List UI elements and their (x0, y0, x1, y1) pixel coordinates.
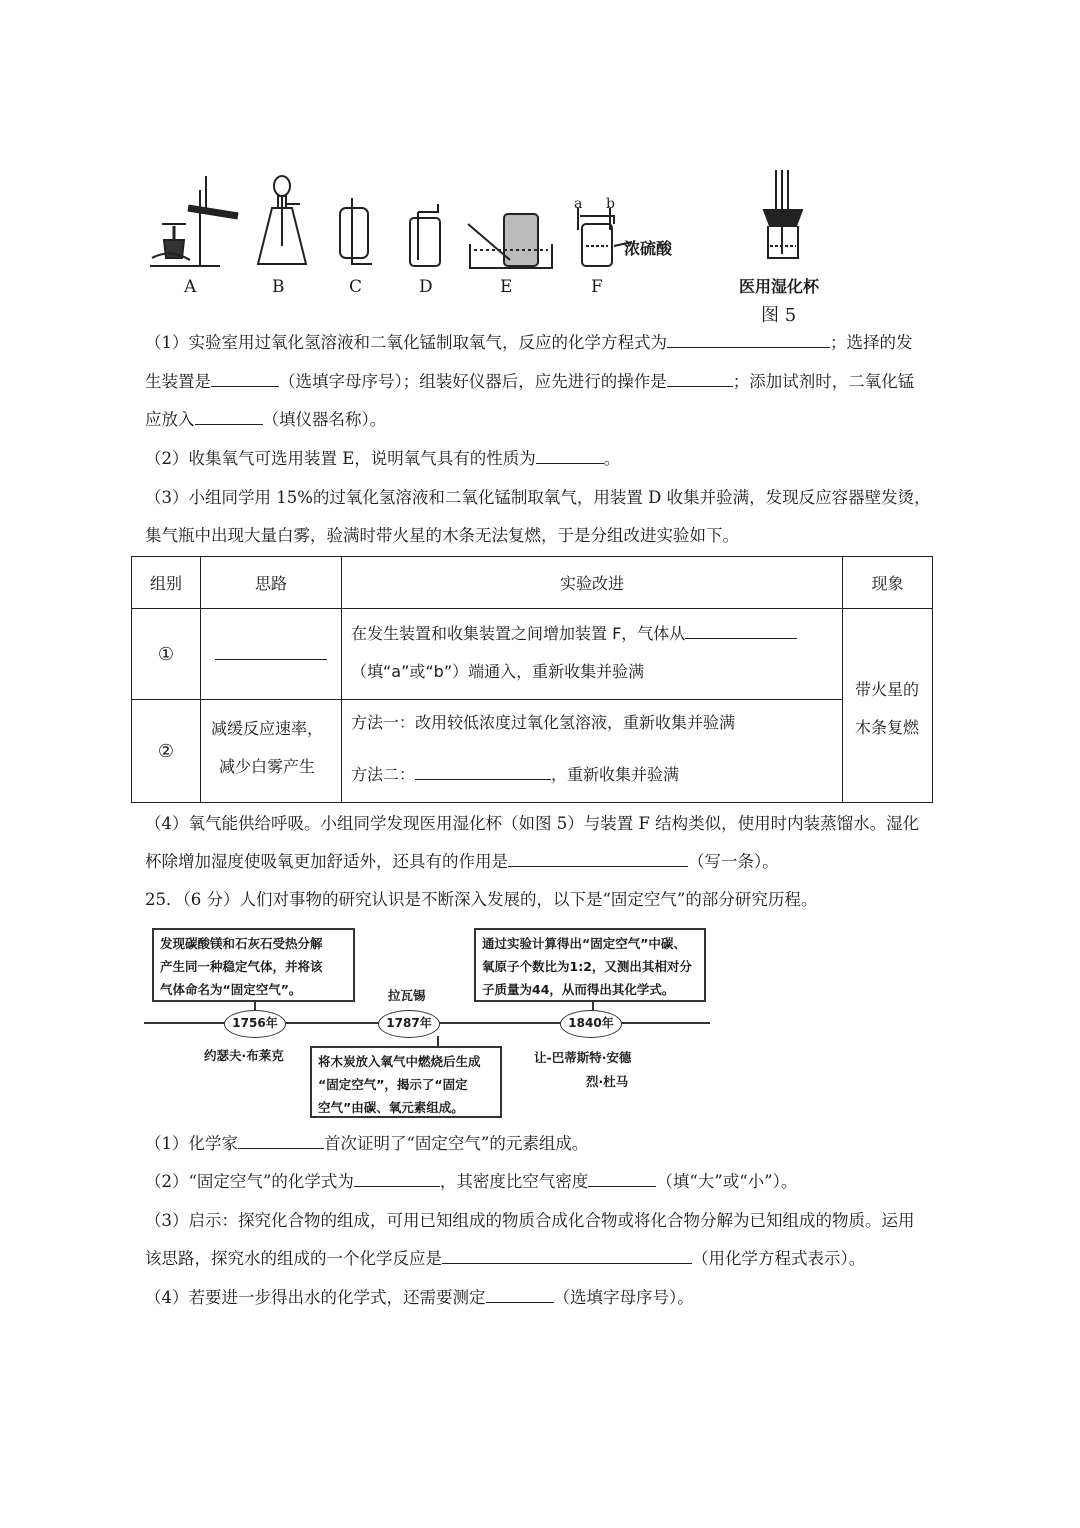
q25-part3-line2: 该思路，探究水的组成的一个化学反应是 （用化学方程式表示）。 (145, 1249, 866, 1268)
answer-blank[interactable] (415, 765, 551, 780)
q24-part3-line2: 集气瓶中出现大量白雾，验满时带火星的木条无法复燃，于是分组改进实验如下。 (145, 526, 739, 545)
scientist-black: 约瑟夫·布莱克 (204, 1048, 284, 1063)
answer-blank[interactable] (667, 333, 830, 348)
humidifier-cup-drawing (754, 170, 814, 274)
scientist-dumas-1: 让-巴蒂斯特·安德 (534, 1050, 632, 1065)
answer-blank[interactable] (211, 372, 279, 387)
answer-blank[interactable] (588, 1172, 656, 1187)
row1-group: ① (132, 609, 201, 700)
timeline-box-1787: 将木炭放入氧气中燃烧后生成 “固定空气”，揭示了“固定 空气”由碳、氧元素组成。 (310, 1046, 502, 1118)
answer-blank[interactable] (442, 1249, 692, 1264)
row2-improvement-cell: 方法一：改用较低浓度过氧化氢溶液，重新收集并验满 方法二： ，重新收集并验满 (342, 700, 843, 803)
q25-part1: （1）化学家 首次证明了“固定空气”的元素组成。 (145, 1134, 589, 1153)
answer-blank[interactable] (536, 449, 604, 464)
scientist-lavoisier: 拉瓦锡 (388, 988, 426, 1003)
q24-part2: （2）收集氧气可选用装置 E，说明氧气具有的性质为 。 (145, 449, 621, 468)
q25-part4: （4）若要进一步得出水的化学式，还需要测定 （选填字母序号）。 (145, 1288, 694, 1307)
apparatus-e-drawing (468, 214, 552, 268)
apparatus-d-drawing (410, 204, 440, 266)
q24-part4-line1: （4）氧气能供给呼吸。小组同学发现医用湿化杯（如图 5）与装置 F 结构类似，使用时内装蒸馏水。湿化 (145, 814, 920, 833)
header-phenomenon: 现象 (843, 557, 933, 609)
q24-part3-line1: （3）小组同学用 15%的过氧化氢溶液和二氧化锰制取氧气，用装置 D 收集并验满，发现反应容器壁发烫， (145, 488, 931, 507)
answer-blank[interactable] (486, 1288, 554, 1303)
header-improvement: 实验改进 (342, 557, 843, 609)
answer-blank[interactable] (508, 852, 688, 867)
row1-improvement-cell: 在发生装置和收集装置之间增加装置 F，气体从 （填“a”或“b”）端通入，重新收集并验满 (342, 609, 843, 700)
q25-part3-line1: （3）启示：探究化合物的组成，可用已知组成的物质合成化合物或将化合物分解为已知组成的物质。运用 (145, 1211, 915, 1230)
label-c: C (349, 277, 363, 297)
label-f: F (591, 277, 603, 297)
q24-part1-line3: 应放入 （填仪器名称）。 (145, 410, 387, 429)
row1-idea-cell (201, 609, 342, 700)
q24-part4-line2: 杯除增加湿度使吸氧更加舒适外，还具有的作用是 （写一条）。 (145, 852, 779, 871)
label-d: D (419, 277, 433, 297)
row2-group: ② (132, 700, 201, 803)
header-idea: 思路 (201, 557, 342, 609)
year-1756: 1756年 (224, 1010, 286, 1038)
figure-caption: 图 5 (761, 305, 797, 326)
q24-part1-line2: 生装置是 （选填字母序号）；组装好仪器后，应先进行的操作是 ；添加试剂时，二氧化锰 (145, 372, 915, 391)
port-a-label: a (574, 196, 583, 212)
label-b: B (272, 277, 285, 297)
answer-blank[interactable] (195, 410, 263, 425)
label-e: E (500, 277, 513, 297)
apparatus-a-drawing (150, 176, 238, 266)
reagent-label: 浓硫酸 (624, 239, 673, 258)
q24-part1-line1: （1）实验室用过氧化氢溶液和二氧化锰制取氧气，反应的化学方程式为 ；选择的发 (145, 333, 913, 352)
scientist-dumas-2: 烈·杜马 (586, 1074, 629, 1089)
q25-title: 25．（6 分）人们对事物的研究认识是不断深入发展的，以下是“固定空气”的部分研究历程。 (145, 890, 818, 909)
timeline-figure (140, 926, 720, 1122)
answer-blank[interactable] (238, 1134, 324, 1149)
timeline-box-1756: 发现碳酸镁和石灰石受热分解 产生同一种稳定气体，并将该 气体命名为“固定空气”。 (152, 928, 355, 1002)
humidifier-cup-label: 医用湿化杯 (739, 277, 820, 296)
apparatus-figure (140, 168, 700, 276)
year-1787: 1787年 (378, 1010, 440, 1038)
year-1840: 1840年 (560, 1010, 622, 1038)
label-a: A (184, 277, 197, 297)
header-group: 组别 (132, 557, 201, 609)
apparatus-b-drawing (258, 176, 306, 264)
q25-part2: （2）“固定空气”的化学式为 ，其密度比空气密度 （填“大”或“小”）。 (145, 1172, 798, 1191)
apparatus-c-drawing (340, 198, 372, 264)
answer-blank[interactable] (215, 645, 327, 660)
answer-blank[interactable] (667, 372, 733, 387)
row2-idea-cell: 减缓反应速率， 减少白雾产生 (201, 700, 342, 803)
experiment-table (131, 556, 933, 803)
timeline-box-1840: 通过实验计算得出“固定空气”中碳、 氧原子个数比为1:2，又测出其相对分 子质量为44，从而得出其化学式。 (474, 928, 706, 1002)
answer-blank[interactable] (354, 1172, 440, 1187)
phenomenon-cell: 带火星的 木条复燃 (843, 609, 933, 803)
port-b-label: b (606, 196, 615, 212)
answer-blank[interactable] (685, 624, 797, 639)
